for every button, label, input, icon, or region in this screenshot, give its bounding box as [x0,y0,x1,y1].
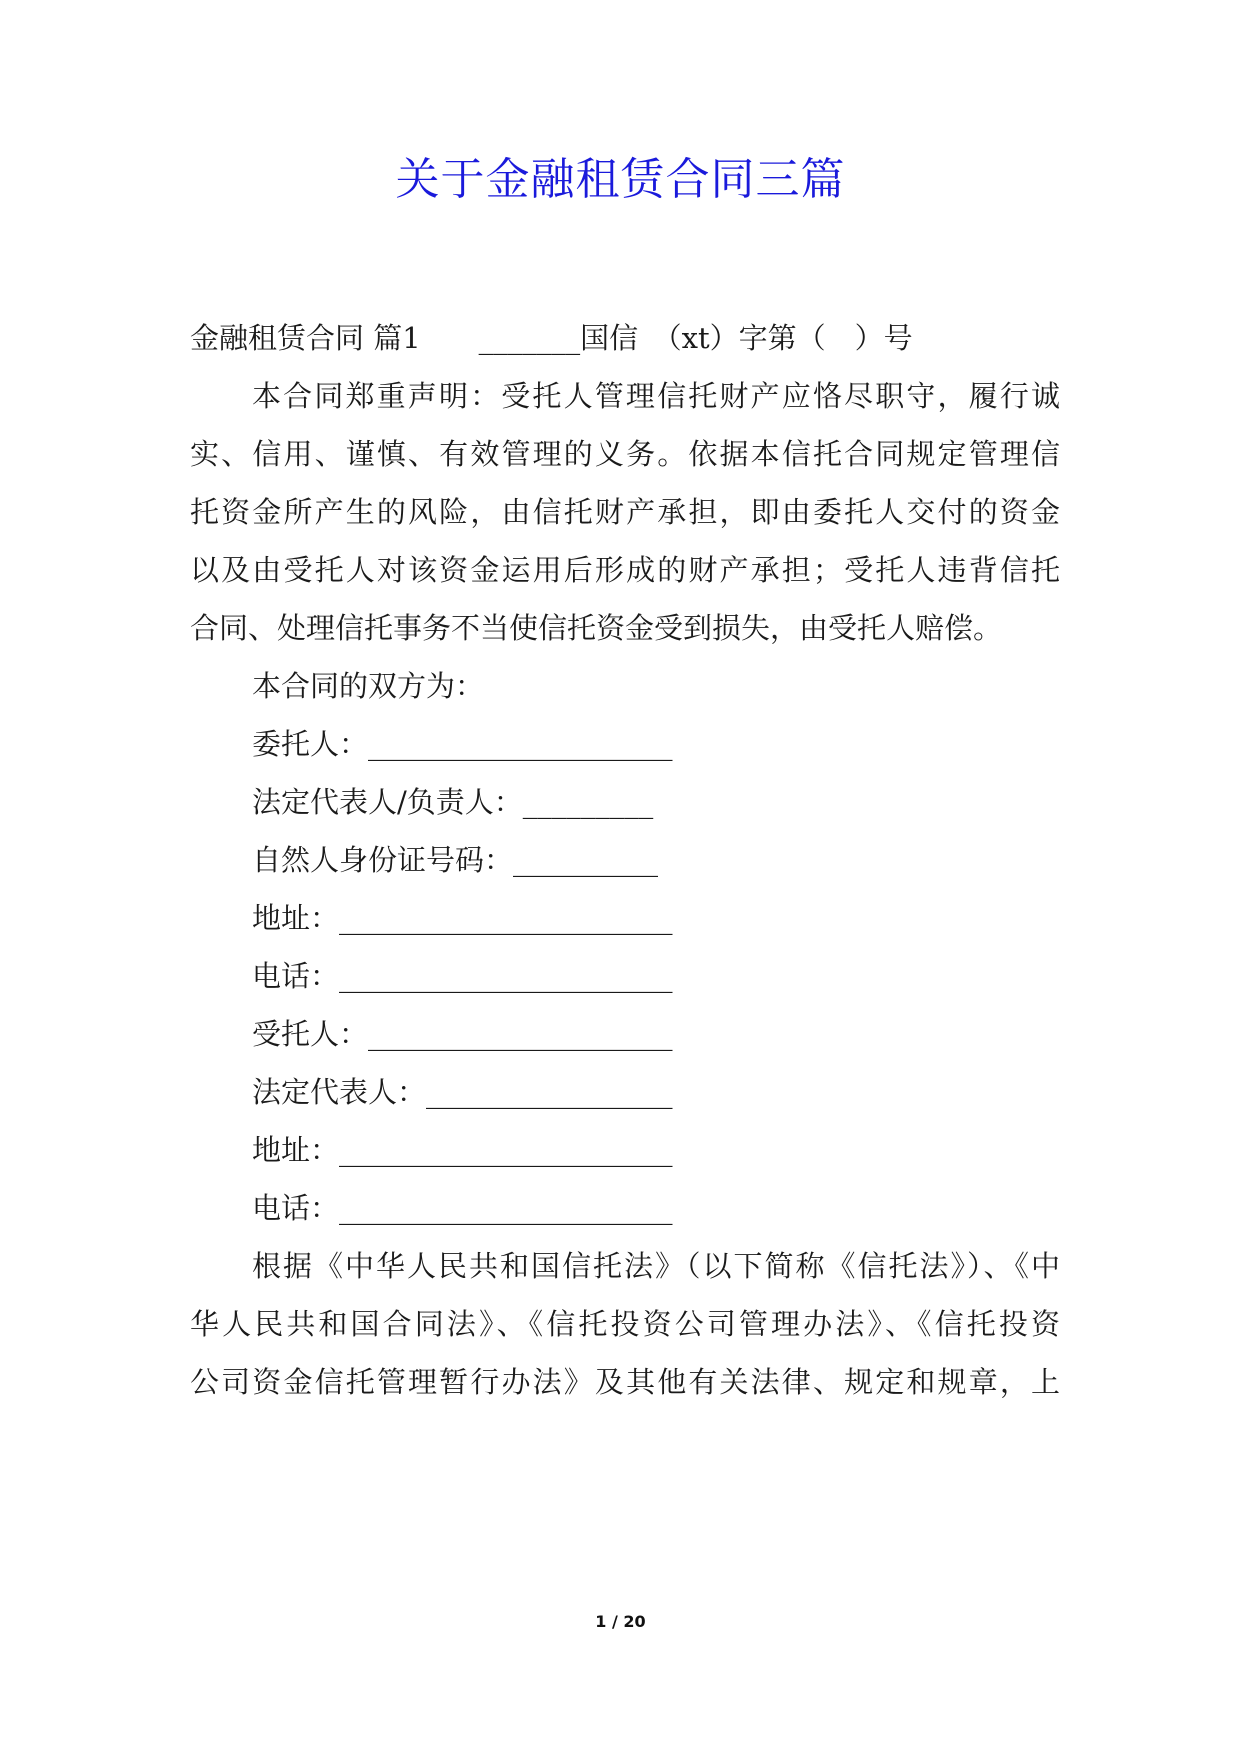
field-principal: 委托人：_____________________ [252,727,673,761]
field-phone-principal: 电话：_______________________ [252,959,673,993]
declaration-line-2: 实、信用、谨慎、有效管理的义务。依据本信托合同规定管理信 [190,437,1060,471]
declaration-line-4: 以及由受托人对该资金运用后形成的财产承担；受托人违背信托 [190,553,1060,587]
field-trustee: 受托人：_____________________ [252,1017,673,1051]
declaration-line-1: 本合同郑重声明：受托人管理信托财产应恪尽职守，履行诚 [252,379,1060,413]
contract-header-line: 金融租赁合同 篇1 _______国信 （xt）字第（ ）号 [190,321,913,355]
basis-line-2: 华人民共和国合同法》、《信托投资公司管理办法》、《信托投资 [190,1307,1060,1341]
page-number: 1 / 20 [595,1612,646,1631]
field-id-number: 自然人身份证号码：__________ [252,843,659,877]
field-legal-rep-trustee: 法定代表人：_________________ [252,1075,673,1109]
basis-line-1: 根据《中华人民共和国信托法》（以下简称《信托法》）、《中 [252,1249,1060,1283]
field-legal-rep-principal: 法定代表人/负责人：_________ [252,785,654,819]
parties-intro: 本合同的双方为： [252,669,485,703]
field-address-principal: 地址：_______________________ [252,901,673,935]
declaration-line-5: 合同、处理信托事务不当使信托资金受到损失，由受托人赔偿。 [190,611,1003,645]
basis-line-3: 公司资金信托管理暂行办法》及其他有关法律、规定和规章，上 [190,1365,1060,1399]
field-phone-trustee: 电话：_______________________ [252,1191,673,1225]
document-title: 关于金融租赁合同三篇 [395,154,846,205]
field-address-trustee: 地址：_______________________ [252,1133,673,1167]
declaration-line-3: 托资金所产生的风险，由信托财产承担，即由委托人交付的资金 [190,495,1060,529]
